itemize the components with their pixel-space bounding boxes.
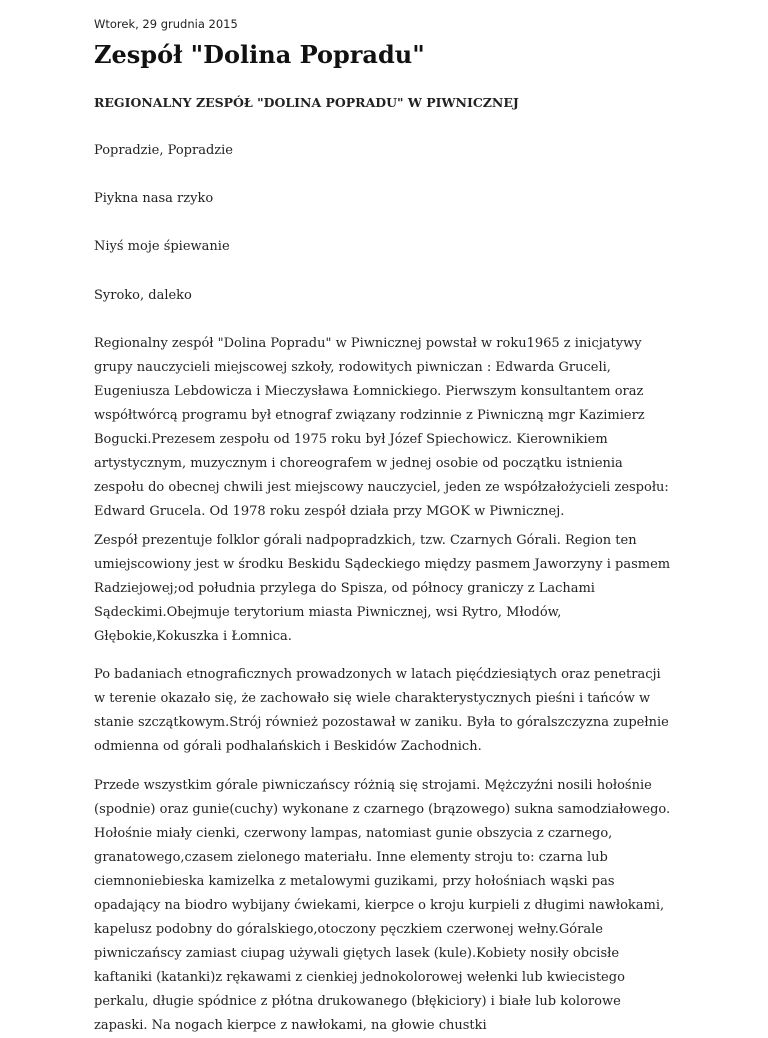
- verse-line: Niyś moje śpiewanie: [94, 239, 230, 254]
- post-title[interactable]: Zespół "Dolina Popradu": [94, 40, 425, 69]
- body-paragraph: Zespół prezentuje folklor górali nadpopradzkich, tzw. Czarnych Górali. Region ten umiejscowiony jest w środku Beskidu Sądeckiego między pasmem Jaworzyny i pasmem Radziejowej;od południa przylega do Spisza, od północy graniczy z Lachami Sądeckimi.Obejmuje terytorium miasta Piwnicznej, wsi Rytro, Młodów, Głębokie,Kokuszka i Łomnica.: [94, 533, 671, 644]
- verse-line: Popradzie, Popradzie: [94, 143, 233, 158]
- post-date: Wtorek, 29 grudnia 2015: [94, 17, 238, 31]
- body-paragraph: Regionalny zespół "Dolina Popradu" w Piwnicznej powstał w roku1965 z inicjatywy grupy nauczycieli miejscowej szkoły, rodowitych piwniczan : Edwarda Gruceli, Eugeniusza Lebdowicza i Mieczysława Łomnickiego. Pierwszym konsultantem oraz współtwórcą programu był etnograf związany rodzinnie z Piwniczną mgr Kazimierz Bogucki.Prezesem zespołu od 1975 roku był Józef Spiechowicz. Kierownikiem artystycznym, muzycznym i choreografem w jednej osobie od początku istnienia zespołu do obecnej chwili jest miejscowy nauczyciel, jeden ze współzałożycieli zespołu: Edward Grucela. Od 1978 roku zespół działa przy MGOK w Piwnicznej.: [94, 336, 669, 519]
- verse-line: Syroko, daleko: [94, 288, 192, 303]
- verse-line: Piykna nasa rzyko: [94, 191, 214, 206]
- body-paragraph: Przede wszystkim górale piwniczańscy różnią się strojami. Mężczyźni nosili hołośnie (spodnie) oraz gunie(cuchy) wykonane z czarnego (brązowego) sukna samodziałowego. Hołośnie miały cienki, czerwony lampas, natomiast gunie obszycia z czarnego, granatowego,czasem zielonego materiału. Inne elementy stroju to: czarna lub ciemnoniebieska kamizelka z metalowymi guzikami, przy hołośniach wąski pas opadający na biodro wybijany ćwiekami, kierpce o kroju kurpieli z długimi nawłokami, kapelusz podobny do góralskiego,otoczony pęczkiem czerwonej wełny.Górale piwniczańscy zamiast ciupag używali giętych lasek (kule).Kobiety nosiły obcisłe kaftaniki (katanki)z rękawami z cienkiej jednokolorowej wełenki lub kwiecistego perkalu, długie spódnice z płótna drukowanego (błękiciory) i białe lub kolorowe zapaski. Na nogach kierpce z nawłokami, na głowie chustki: [94, 778, 671, 1033]
- post-subtitle: REGIONALNY ZESPÓŁ "DOLINA POPRADU" W PIWNICZNEJ: [94, 95, 519, 110]
- body-paragraph: Po badaniach etnograficznych prowadzonych w latach pięćdziesiątych oraz penetracji w terenie okazało się, że zachowało się wiele charakterystycznych pieśni i tańców w stanie szczątkowym.Strój również pozostawał w zaniku. Była to góralszczyzna zupełnie odmienna od górali podhalańskich i Beskidów Zachodnich.: [94, 667, 669, 754]
